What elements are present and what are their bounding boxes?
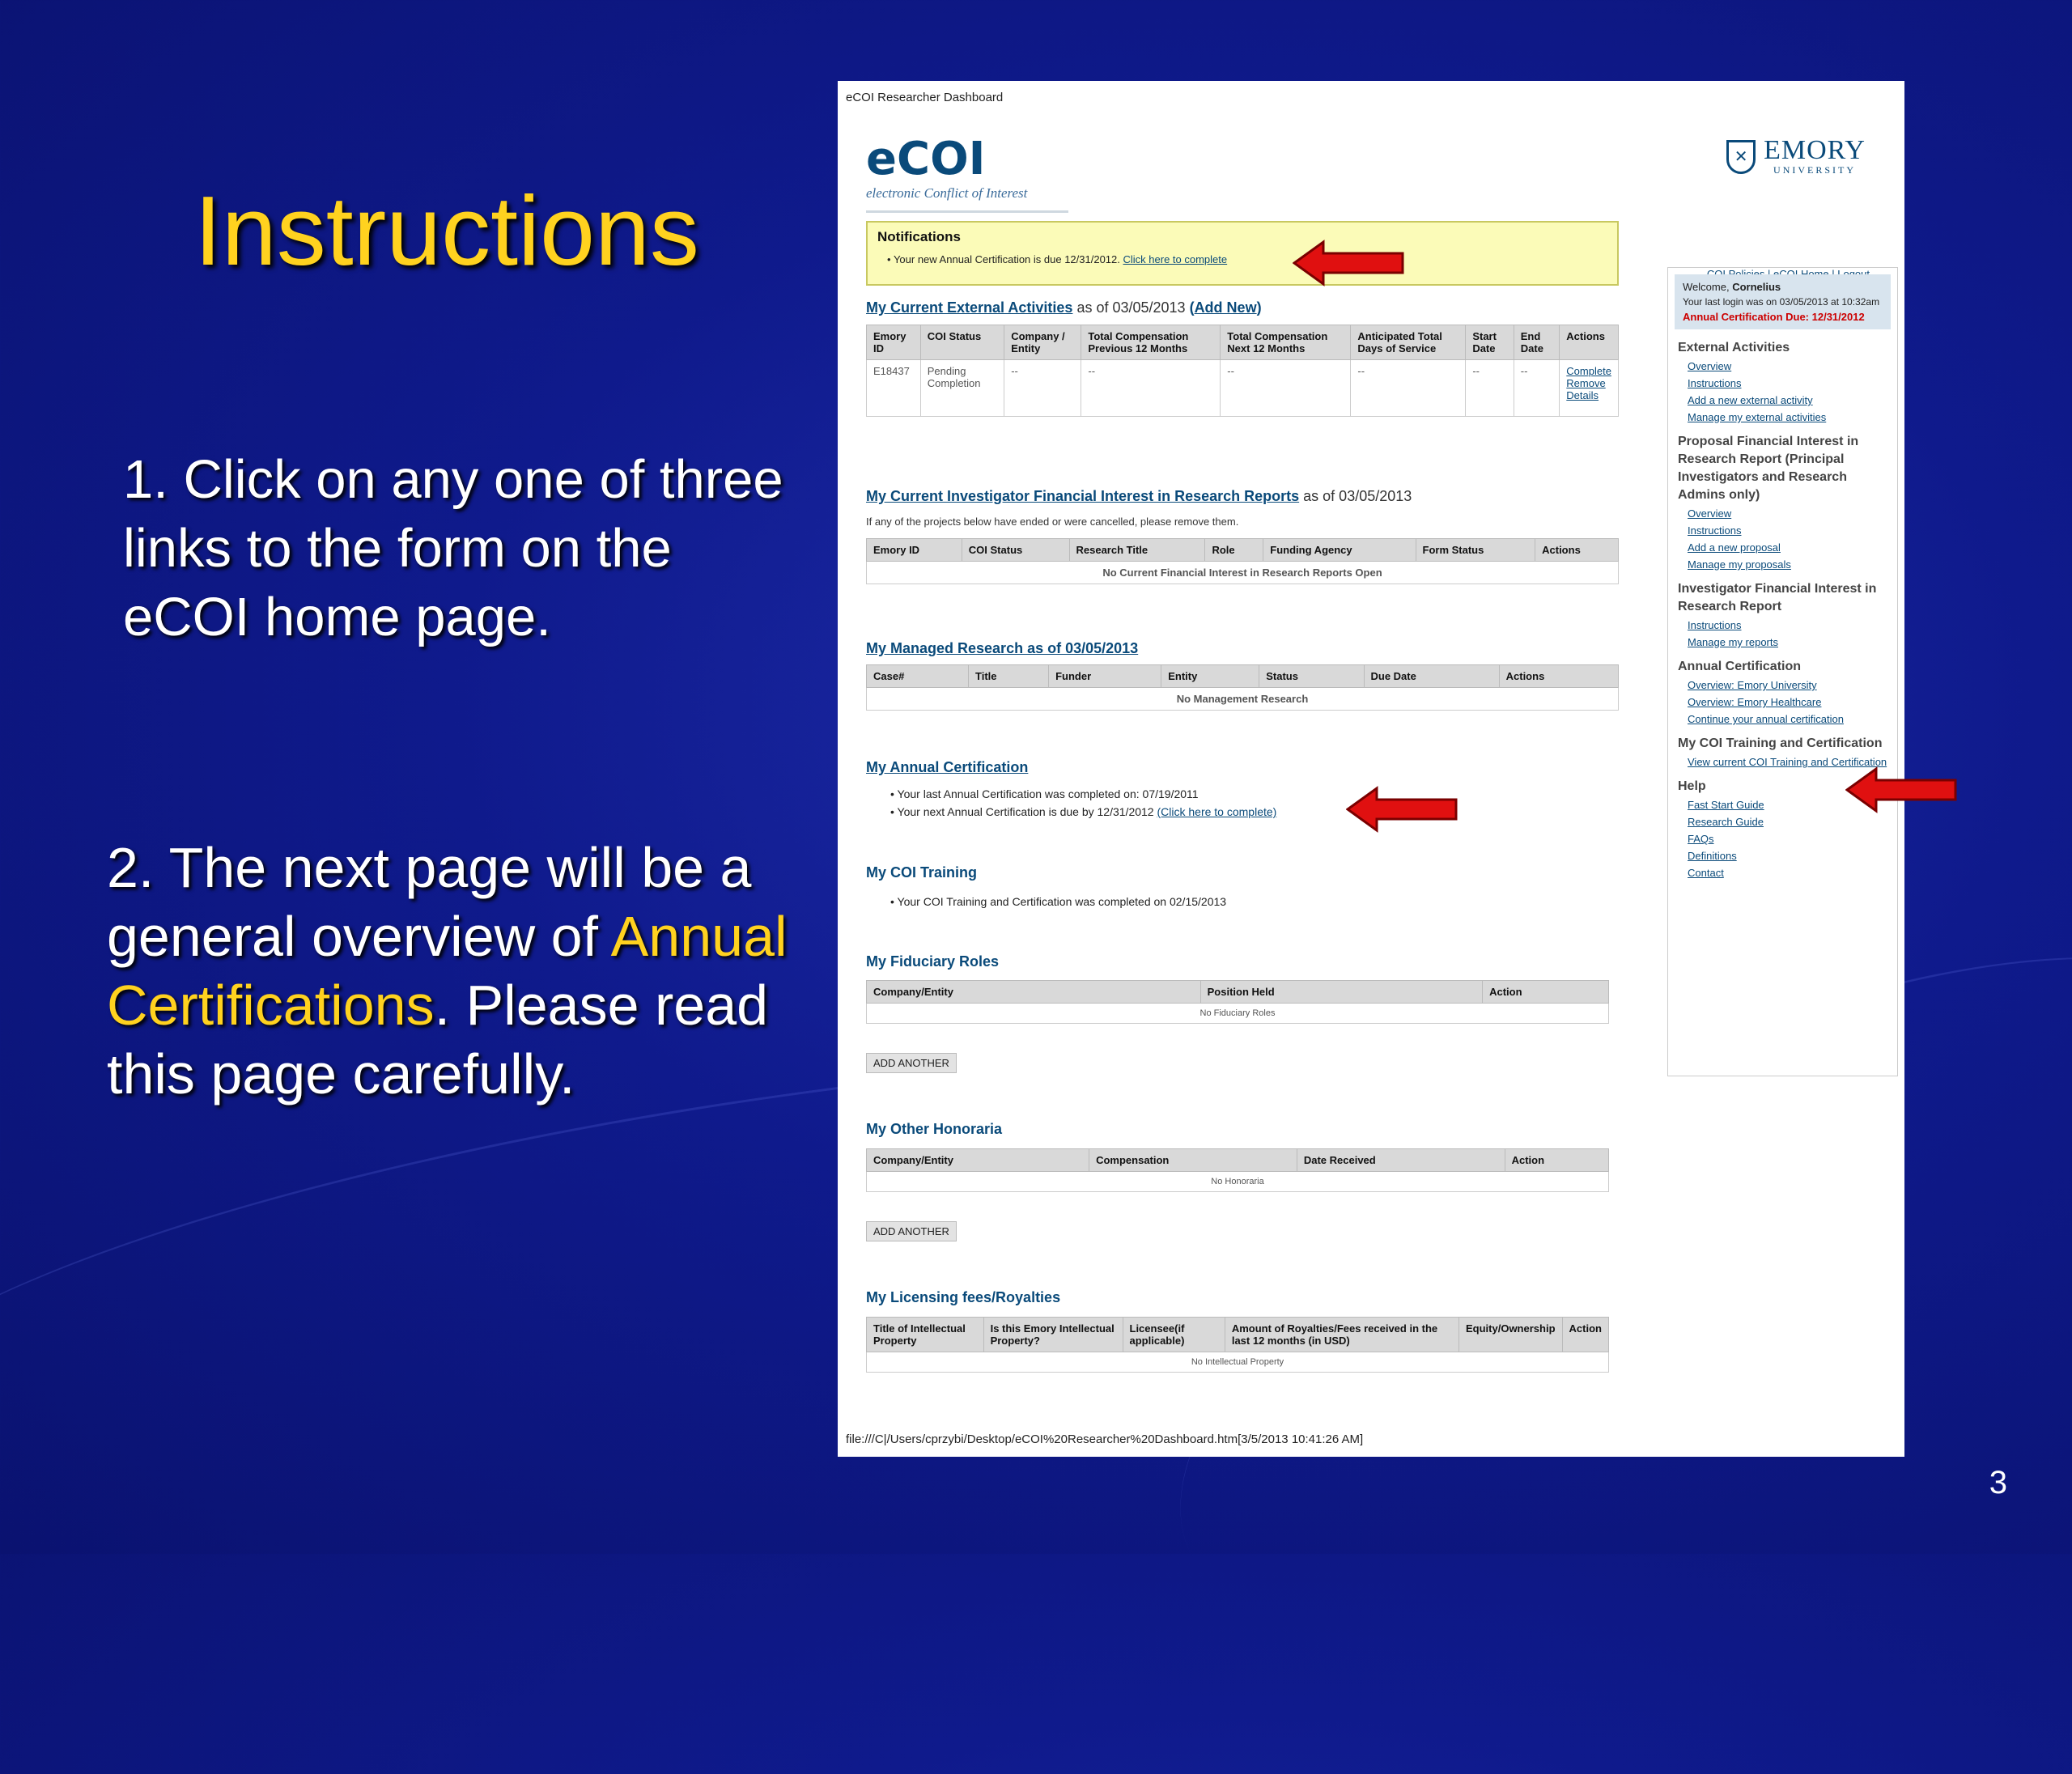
actions-cell <box>1560 360 1619 417</box>
welcome-line <box>1683 281 1883 293</box>
training-text: Your COI Training and Certification was completed on 02/15/2013 <box>897 895 1227 908</box>
annual-last: • Your last Annual Certification was completed on: 07/19/2011 <box>890 787 1199 800</box>
col-emory-id: Emory ID <box>867 539 962 562</box>
emory-university: UNIVERSITY <box>1773 164 1857 176</box>
cell: Pending Completion <box>920 360 1004 417</box>
empty-row: No Honoraria <box>867 1172 1609 1192</box>
investigator-heading <box>866 488 1412 505</box>
investigator-note: If any of the projects below have ended or were cancelled, please remove them. <box>866 516 1239 528</box>
col-action: Action <box>1505 1149 1608 1172</box>
col-is-emory-ip: Is this Emory Intellectual Property? <box>983 1318 1123 1352</box>
notification-text: Your new Annual Certification is due 12/31/2012. <box>893 253 1120 265</box>
cell: -- <box>1004 360 1081 417</box>
instruction-2-text-end: . Please read this page carefully. <box>107 974 769 1106</box>
sidebar-link[interactable]: Add a new external activity <box>1688 394 1813 406</box>
table-row <box>867 1004 1609 1024</box>
sidebar-link[interactable]: Add a new proposal <box>1688 541 1781 554</box>
col-coi-status: COI Status <box>920 325 1004 360</box>
table-header-row <box>867 1149 1609 1172</box>
sidebar-link[interactable]: Manage my external activities <box>1688 411 1827 423</box>
logo-underline <box>866 210 1068 213</box>
col-compensation: Compensation <box>1089 1149 1297 1172</box>
notification-complete-link[interactable]: Click here to complete <box>1123 253 1228 265</box>
col-coi-status: COI Status <box>962 539 1069 562</box>
col-status: Status <box>1259 665 1364 688</box>
cell: -- <box>1514 360 1560 417</box>
annual-last-text: Your last Annual Certification was completed on: 07/19/2011 <box>897 787 1199 800</box>
external-activities-title[interactable]: My Current External Activities <box>866 299 1073 316</box>
honoraria-heading <box>866 1121 1002 1138</box>
welcome-box <box>1675 274 1891 329</box>
sidebar-link[interactable]: Instructions <box>1688 377 1742 389</box>
sidebar-link[interactable]: Definitions <box>1688 850 1737 862</box>
col-licensee: Licensee(if applicable) <box>1123 1318 1225 1352</box>
external-as-of: as of 03/05/2013 <box>1076 299 1186 316</box>
remove-link[interactable]: Remove <box>1566 377 1606 389</box>
table-header-row <box>867 539 1619 562</box>
slide-number: 3 <box>1989 1465 2007 1500</box>
sidebar-heading: Help <box>1678 779 1706 793</box>
col-company: Company/Entity <box>867 1149 1089 1172</box>
licensing-title: My Licensing fees/Royalties <box>866 1289 1061 1305</box>
col-date-received: Date Received <box>1297 1149 1505 1172</box>
emory-shield-icon: ✕ <box>1726 140 1756 174</box>
annual-next: • Your next Annual Certification is due by 12/31/2012 (Click here to complete) <box>890 805 1277 818</box>
col-company: Company/Entity <box>867 981 1201 1004</box>
cell: -- <box>1466 360 1514 417</box>
cell: E18437 <box>867 360 921 417</box>
last-login: Your last login was on 03/05/2013 at 10:32am <box>1683 296 1880 308</box>
emory-name: EMORY <box>1764 135 1866 165</box>
sidebar-link[interactable]: Overview <box>1688 507 1732 520</box>
col-due-date: Due Date <box>1364 665 1499 688</box>
licensing-heading <box>866 1289 1060 1306</box>
col-comp-prev: Total Compensation Previous 12 Months <box>1081 325 1221 360</box>
col-action: Action <box>1483 981 1609 1004</box>
logo-subtitle: electronic Conflict of Interest <box>866 185 1028 201</box>
sidebar-link[interactable]: FAQs <box>1688 833 1714 845</box>
add-honoraria-button[interactable]: ADD ANOTHER <box>866 1221 957 1241</box>
add-fiduciary-button[interactable]: ADD ANOTHER <box>866 1053 957 1073</box>
emory-logo <box>1726 137 1866 176</box>
instruction-1: 1. Click on any one of three links to the form on the eCOI home page. <box>123 449 783 647</box>
instruction-2 <box>107 834 819 1109</box>
table-header-row <box>867 665 1619 688</box>
managed-table <box>866 664 1619 711</box>
table-header-row <box>867 325 1619 360</box>
empty-row: No Fiduciary Roles <box>867 1004 1609 1024</box>
notification-item <box>887 253 1607 265</box>
col-actions: Actions <box>1499 665 1618 688</box>
sidebar-external-activities <box>1668 339 1897 423</box>
sidebar-link[interactable]: Instructions <box>1688 524 1742 537</box>
sidebar-annual-certification <box>1668 658 1897 725</box>
col-start: Start Date <box>1466 325 1514 360</box>
logo-text: eCOI <box>866 133 986 185</box>
col-days: Anticipated Total Days of Service <box>1351 325 1466 360</box>
ecoi-app <box>866 125 1886 1404</box>
col-equity: Equity/Ownership <box>1459 1318 1563 1352</box>
sidebar-link[interactable]: Overview: Emory University <box>1688 679 1817 691</box>
empty-row: No Current Financial Interest in Research Reports Open <box>867 562 1619 584</box>
status-url: file:///C|/Users/cprzybi/Desktop/eCOI%20Researcher%20Dashboard.htm[3/5/2013 10:41:26 AM] <box>846 1432 1364 1446</box>
col-role: Role <box>1205 539 1263 562</box>
instruction-2-highlight: Annual Certifications <box>107 905 788 1037</box>
table-row <box>867 1172 1609 1192</box>
training-title: My COI Training <box>866 864 978 881</box>
col-amount: Amount of Royalties/Fees received in the last 12 months (in USD) <box>1225 1318 1458 1352</box>
col-actions: Actions <box>1560 325 1619 360</box>
training-heading <box>866 864 977 881</box>
col-case: Case# <box>867 665 969 688</box>
managed-heading <box>866 640 1138 657</box>
annual-complete-link[interactable]: (Click here to complete) <box>1157 805 1277 818</box>
continue-annual-certification-link[interactable]: Continue your annual certification <box>1688 713 1844 725</box>
welcome-prefix: Welcome, <box>1683 281 1730 293</box>
sidebar-link[interactable]: Research Guide <box>1688 816 1764 828</box>
cell: -- <box>1221 360 1351 417</box>
col-title: Title <box>969 665 1049 688</box>
sidebar-link[interactable]: Instructions <box>1688 619 1742 631</box>
col-comp-next: Total Compensation Next 12 Months <box>1221 325 1351 360</box>
col-position: Position Held <box>1200 981 1482 1004</box>
managed-title[interactable]: My Managed Research as of 03/05/2013 <box>866 640 1139 656</box>
slide-title: Instructions <box>194 176 699 286</box>
col-research-title: Research Title <box>1069 539 1205 562</box>
ecoi-logo[interactable] <box>866 135 1027 202</box>
col-end: End Date <box>1514 325 1560 360</box>
table-row <box>867 360 1619 417</box>
external-activities-heading: My Current External Activities as of 03/05/2013 (Add New) <box>866 299 1262 316</box>
notifications-box <box>866 221 1619 286</box>
sidebar-heading: Proposal Financial Interest in Research Report (Principal Investigators and Research Admins only) <box>1678 435 1859 502</box>
sidebar-heading: External Activities <box>1678 341 1790 354</box>
sidebar-link[interactable]: Overview: Emory Healthcare <box>1688 696 1822 708</box>
table-header-row <box>867 1318 1609 1352</box>
licensing-table <box>866 1317 1609 1373</box>
annual-title[interactable]: My Annual Certification <box>866 759 1029 775</box>
sidebar-link[interactable]: Manage my reports <box>1688 636 1778 648</box>
investigator-as-of: as of 03/05/2013 <box>1303 488 1412 504</box>
honoraria-table <box>866 1148 1609 1192</box>
annual-heading <box>866 759 1028 776</box>
fiduciary-heading <box>866 953 999 970</box>
window-title: eCOI Researcher Dashboard <box>846 91 1004 104</box>
arrow-left-icon <box>1346 785 1459 834</box>
investigator-table <box>866 538 1619 584</box>
cell: -- <box>1351 360 1466 417</box>
sidebar-investigator <box>1668 580 1897 648</box>
arrow-left-icon <box>1293 239 1406 287</box>
dashboard-screenshot <box>838 81 1904 1457</box>
sidebar-heading: Investigator Financial Interest in Research Report <box>1678 582 1877 613</box>
sidebar-heading: My COI Training and Certification <box>1678 736 1883 750</box>
sidebar-link[interactable]: Contact <box>1688 867 1724 879</box>
complete-link[interactable]: Complete <box>1566 365 1611 377</box>
col-form-status: Form Status <box>1416 539 1535 562</box>
col-action: Action <box>1562 1318 1608 1352</box>
col-funder: Funder <box>1049 665 1161 688</box>
notifications-title: Notifications <box>877 229 961 244</box>
external-activities-table <box>866 325 1619 417</box>
sidebar-proposal <box>1668 433 1897 571</box>
col-actions: Actions <box>1535 539 1619 562</box>
table-row <box>867 688 1619 711</box>
fiduciary-table <box>866 980 1609 1024</box>
welcome-name: Cornelius <box>1732 281 1781 293</box>
main-content <box>866 221 1643 1367</box>
arrow-left-icon <box>1845 766 1959 814</box>
add-new-link[interactable]: Add New <box>1194 299 1257 316</box>
col-funding-agency: Funding Agency <box>1263 539 1416 562</box>
training-line: • Your COI Training and Certification was completed on 02/15/2013 <box>890 895 1227 908</box>
sidebar <box>1667 267 1898 1076</box>
col-emory-id: Emory ID <box>867 325 921 360</box>
sidebar-link[interactable]: Overview <box>1688 360 1732 372</box>
sidebar-heading: Annual Certification <box>1678 660 1802 673</box>
col-title-ip: Title of Intellectual Property <box>867 1318 984 1352</box>
annual-next-text: Your next Annual Certification is due by 12/31/2012 <box>897 805 1154 818</box>
sidebar-training <box>1668 735 1897 768</box>
table-row <box>867 1352 1609 1373</box>
cell: -- <box>1081 360 1221 417</box>
sidebar-link[interactable]: Fast Start Guide <box>1688 799 1764 811</box>
fiduciary-title: My Fiduciary Roles <box>866 953 1000 970</box>
empty-row: No Management Research <box>867 688 1619 711</box>
col-entity: Entity <box>1161 665 1259 688</box>
empty-row: No Intellectual Property <box>867 1352 1609 1373</box>
table-row <box>867 562 1619 584</box>
details-link[interactable]: Details <box>1566 389 1599 401</box>
certification-due: Annual Certification Due: 12/31/2012 <box>1683 311 1865 323</box>
sidebar-link[interactable]: View current COI Training and Certification <box>1688 756 1887 768</box>
col-company: Company / Entity <box>1004 325 1081 360</box>
honoraria-title: My Other Honoraria <box>866 1121 1003 1137</box>
emory-wordmark <box>1764 137 1866 176</box>
table-header-row <box>867 981 1609 1004</box>
sidebar-link[interactable]: Manage my proposals <box>1688 558 1791 571</box>
investigator-title[interactable]: My Current Investigator Financial Interest in Research Reports <box>866 488 1300 504</box>
instruction-2-text: 2. The next page will be a general overview of <box>107 836 752 968</box>
